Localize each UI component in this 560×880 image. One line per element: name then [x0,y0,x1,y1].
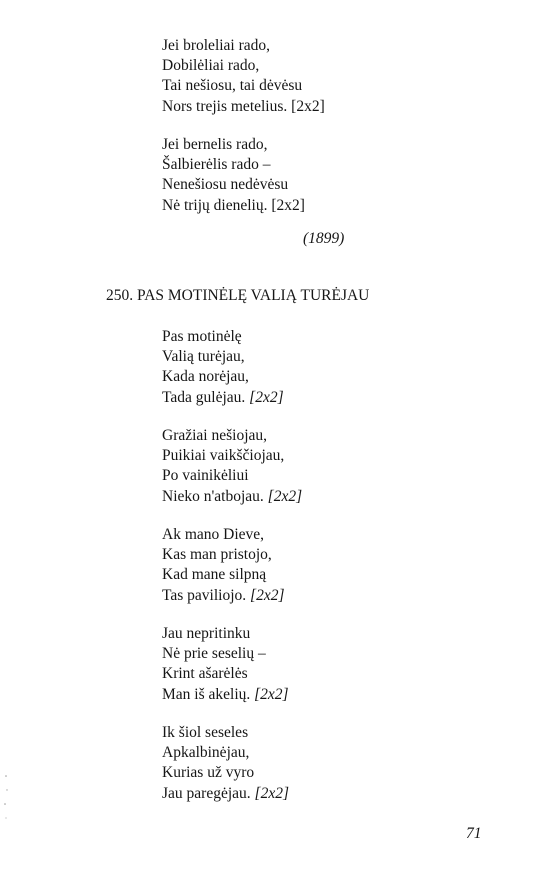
song-date: (1899) [303,230,345,247]
page-number: 71 [466,825,482,842]
verse-line: Kurias už vyro [162,764,255,782]
refrain-marker: [2x2] [267,487,303,505]
speck [5,817,6,818]
stanza [162,525,284,606]
stanza [162,36,325,117]
refrain-marker: [2x2] [291,97,325,115]
verse-line: Ak mano Dieve, [162,526,265,543]
stanza [162,624,289,705]
verse-line: Nė prie seselių – [162,645,266,663]
verse-line: Kas man pristojo, [162,546,272,564]
verse-line: Krint ašarėlės [162,665,248,683]
stanza [162,135,305,216]
verse-line: Tas paviliojo. [2x2] [162,586,285,604]
speck [5,775,7,777]
verse-line: Tai nešiosu, tai dėvėsu [162,77,303,95]
speck [6,789,7,790]
verse-line: Nenešiosu nedėvėsu [162,176,289,194]
refrain-marker: [2x2] [250,586,285,604]
verse-line: Jau nepritinku [162,625,251,642]
speck [4,803,6,805]
verse-line: Tada gulėjau. [2x2] [162,388,284,406]
verse-line: Pas motinėlę [162,328,242,345]
verse-line: Kada norėjau, [162,368,249,386]
verse-line: Nieko n'atbojau. [2x2] [162,487,303,505]
verse-line: Valią turėjau, [162,348,245,366]
verse-line: Šalbierėlis rado – [162,156,271,174]
verse-line: Gražiai nešiojau, [162,427,268,444]
verse-line: Nors trejis metelius. [2x2] [162,97,325,115]
refrain-marker: [2x2] [254,784,289,802]
stanza [162,327,284,408]
verse-line: Jau paregėjau. [2x2] [162,784,289,802]
stanza [162,426,302,507]
stanza [162,723,289,804]
verse-line: Man iš akelių. [2x2] [162,685,289,703]
song-heading: 250. PAS MOTINĖLĘ VALIĄ TURĖJAU [106,287,370,304]
verse-line: Kad mane silpną [162,566,267,584]
refrain-marker: [2x2] [254,685,289,703]
verse-line: Dobilėliai rado, [162,57,260,75]
verse-line: Puikiai vaikščiojau, [162,447,285,465]
verse-line: Ik šiol seseles [162,724,249,741]
verse-line: Jei bernelis rado, [162,136,268,153]
refrain-marker: [2x2] [271,196,305,214]
verse-line: Nė trijų dienelių. [2x2] [162,196,305,214]
verse-line: Apkalbinėjau, [162,744,250,762]
verse-line: Po vainikėliui [162,467,249,485]
verse-line: Jei broleliai rado, [162,37,271,54]
refrain-marker: [2x2] [249,388,284,406]
